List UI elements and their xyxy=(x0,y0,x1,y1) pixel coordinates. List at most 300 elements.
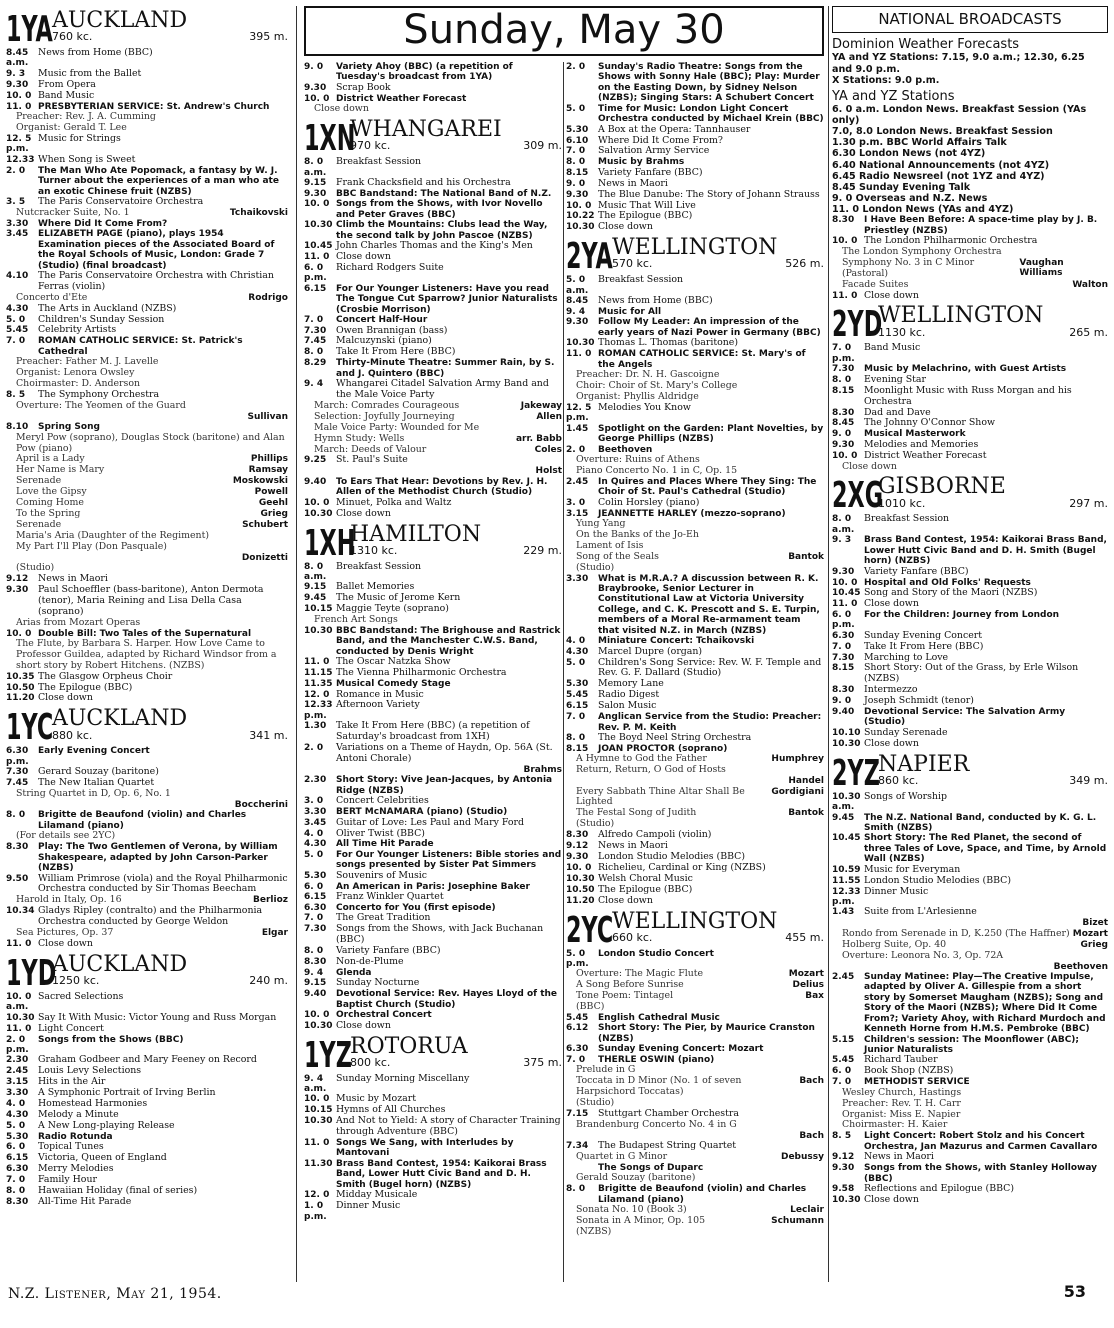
programme-time: 10. 0 xyxy=(6,90,32,101)
programme-title: Brass Band Contest, 1954: Kaikorai Brass Band, Lower Hutt Civic Band and D. H. Smith (Bugel horn) (NZBS) xyxy=(336,1158,547,1190)
work-composer: Humphrey xyxy=(771,754,824,765)
work-composer: Mozart xyxy=(788,969,824,980)
station-info xyxy=(878,751,1108,790)
programme-time: 2. 0 xyxy=(6,165,26,176)
programme-entry xyxy=(832,1035,1108,1056)
programme-entry xyxy=(832,663,1108,685)
programme-title: Short Story: Out of the Grass, by Erle Wilson (NZBS) xyxy=(864,662,1079,685)
programme-title: Alfredo Campoli (violin) xyxy=(598,829,712,841)
programme-detail: Arias from Mozart Operas xyxy=(16,616,141,628)
work-composer: arr. Babb xyxy=(515,433,562,444)
programme-title: Book Shop (NZBS) xyxy=(864,1065,954,1077)
programme-entry xyxy=(832,386,1108,408)
programme-work xyxy=(566,776,824,786)
programme-time: 10. 0 xyxy=(832,450,858,461)
programme-title: Beethoven xyxy=(598,444,653,455)
programme-time: 6. 0 p.m. xyxy=(832,609,855,631)
work-composer: Schubert xyxy=(242,519,288,530)
programme-entry xyxy=(6,271,288,293)
programme-time: 10.45 xyxy=(832,588,861,599)
programme-time: 6.30 xyxy=(6,1164,29,1174)
programme-time: 11. 0 xyxy=(832,598,858,609)
station-info xyxy=(612,908,824,947)
programme-work xyxy=(6,412,288,422)
programme-work xyxy=(566,1120,824,1131)
programme-time: 1.45 xyxy=(566,423,589,434)
programme-detail: Meryl Pow (soprano), Douglas Stock (baritone) and Alan Pow (piano) xyxy=(16,431,285,454)
programme-title: Sunday Serenade xyxy=(864,726,948,738)
programme-work xyxy=(566,787,824,809)
programme-work xyxy=(566,563,824,574)
programme-time: 8.30 xyxy=(304,957,327,968)
programme-entry xyxy=(304,347,562,358)
programme-work xyxy=(832,962,1108,972)
programme-time: 10.30 xyxy=(304,626,333,636)
programme-time: 4.30 xyxy=(6,1109,29,1120)
programme-work xyxy=(6,789,288,800)
programme-title: When Song is Sweet xyxy=(38,153,136,165)
programme-detail: Piano Concerto No. 1 in C, Op. 15 xyxy=(576,464,738,476)
programme-work xyxy=(832,951,1108,962)
programme-entry xyxy=(304,1116,562,1138)
work-title: Yung Yang xyxy=(576,518,626,530)
programme-time: 9. 0 xyxy=(832,696,852,707)
programme-time: 6.30 xyxy=(566,1044,589,1055)
programme-entry xyxy=(304,892,562,903)
work-title: Coming Home xyxy=(16,497,84,509)
programme-entry xyxy=(566,574,824,637)
programme-title: Take It From Here (BBC) xyxy=(864,640,984,652)
programme-title: Melodies You Know xyxy=(598,401,691,413)
programme-title: The Blue Danube: The Story of Johann Strauss xyxy=(598,188,820,200)
publication-footer: N.Z. Listener, May 21, 1954. xyxy=(8,1286,222,1302)
programme-title: Take It From Here (BBC) xyxy=(336,346,456,358)
station-frequency: 1130 kc. xyxy=(878,325,926,339)
station-wavelength: 526 m. xyxy=(785,257,824,271)
programme-entry xyxy=(832,739,1108,750)
programme-time: 8. 0 xyxy=(304,347,324,358)
station-wavelength: 375 m. xyxy=(523,1055,562,1069)
programme-entry xyxy=(304,957,562,968)
work-title: Maria's Aria (Daughter of the Regiment) xyxy=(16,529,209,541)
programme-time: 8. 0 xyxy=(6,810,26,821)
programme-time: 6. 0 xyxy=(304,881,324,892)
station-wavelength: 341 m. xyxy=(249,728,288,742)
work-composer: Bach xyxy=(799,1076,824,1087)
programme-title: A Symphonic Portrait of Irving Berlin xyxy=(38,1087,216,1099)
work-title: Symphony No. 3 in C Minor (Pastoral) xyxy=(842,256,975,279)
programme-time: 8. 0 xyxy=(832,374,852,385)
programme-time: 7. 0 xyxy=(832,1077,852,1088)
programme-title: London Studio Melodies (BBC) xyxy=(598,850,745,862)
programme-title: Songs from the Shows, with Jack Buchanan (BBC) xyxy=(336,923,544,946)
programme-time: 5.30 xyxy=(566,124,589,135)
programme-title: Franz Winkler Quartet xyxy=(336,891,444,903)
programme-time: 7. 0 xyxy=(304,913,324,924)
programme-title: The Paris Conservatoire Orchestra with Christian Ferras (violin) xyxy=(38,269,274,292)
station-frequency: 760 kc. xyxy=(52,30,93,44)
programme-title: An American in Paris: Josephine Baker xyxy=(336,881,530,892)
work-composer: Geehl xyxy=(258,498,288,509)
programme-time: 12. 5 p.m. xyxy=(6,133,32,155)
programme-entry xyxy=(566,403,824,424)
programme-title: Breakfast Session xyxy=(598,274,684,286)
programme-time: 8.30 xyxy=(832,685,855,696)
programme-entry xyxy=(566,125,824,136)
programme-entry xyxy=(832,535,1108,566)
station-header xyxy=(832,751,1108,794)
programme-title: The Vienna Philharmonic Orchestra xyxy=(336,667,507,679)
programme-time: 3. 0 xyxy=(304,796,324,807)
programme-entry xyxy=(566,498,824,509)
programme-entry xyxy=(304,157,562,178)
programme-time: 7.30 xyxy=(6,767,29,778)
programme-time: 3. 5 xyxy=(6,196,26,207)
programme-entry xyxy=(566,1044,824,1054)
programme-time: 2. 0 xyxy=(566,444,586,455)
station-header xyxy=(832,474,1108,517)
programme-title: JEANNETTE HARLEY (mezzo-soprano) xyxy=(598,508,786,519)
programme-time: 6. 0 xyxy=(832,1066,852,1077)
work-title: Sea Pictures, Op. 37 xyxy=(16,927,114,939)
work-composer: Allen xyxy=(536,411,562,422)
work-title: Nutcracker Suite, No. 1 xyxy=(16,206,130,218)
programme-time: 9. 3 xyxy=(832,535,852,546)
programme-title: Suite from L'Arlesienne xyxy=(864,906,977,918)
programme-time: 11. 0 xyxy=(304,252,330,262)
station-frequency: 880 kc. xyxy=(52,728,93,742)
programme-title: Richard Rodgers Suite xyxy=(336,261,444,273)
programme-time: 9.12 xyxy=(6,573,29,584)
programme-time: 10.30 xyxy=(832,1194,861,1205)
programme-title: Close down xyxy=(598,221,653,233)
programme-title: Whangarei Citadel Salvation Army Band and the Male Voice Party xyxy=(336,378,549,401)
programme-title: Songs from the Shows, with Ivor Novello and Peter Graves (BBC) xyxy=(336,199,543,220)
programme-entry xyxy=(832,887,1108,908)
programme-title: Spotlight on the Garden: Plant Novelties, by George Phillips (NZBS) xyxy=(598,423,824,445)
programme-title: PRESBYTERIAN SERVICE: St. Andrew's Church xyxy=(38,101,270,112)
programme-entry xyxy=(566,1023,824,1044)
programme-work xyxy=(304,434,562,445)
programme-time: 10. 0 xyxy=(304,199,330,210)
programme-time: 10.59 xyxy=(832,864,861,875)
programme-title: Breakfast Session xyxy=(864,513,950,525)
national-broadcasts-title: NATIONAL BROADCASTS xyxy=(832,6,1108,33)
programme-title: Children's Song Service: Rev. W. F. Temple and Rev. G. F. Dallard (Studio) xyxy=(598,656,822,679)
work-composer: Grieg xyxy=(1080,939,1108,950)
programme-title: Concerto for You (first episode) xyxy=(336,903,496,913)
column-divider xyxy=(563,62,564,1282)
national-section-heading: YA and YZ Stations xyxy=(832,88,955,104)
programme-time: 9.30 xyxy=(6,584,29,595)
programme-title: Malcuzynski (piano) xyxy=(336,335,432,347)
programme-title: All-Time Hit Parade xyxy=(38,1195,132,1207)
station-wavelength: 265 m. xyxy=(1069,325,1108,339)
programme-title: St. Paul's Suite xyxy=(336,454,408,466)
programme-work xyxy=(832,258,1108,280)
work-composer: Mozart xyxy=(1072,928,1108,939)
programme-time: 8.15 xyxy=(832,663,855,674)
work-composer: Sullivan xyxy=(247,411,288,422)
programme-detail: Close down xyxy=(842,460,897,472)
programme-title: Early Evening Concert xyxy=(38,746,150,757)
programme-entry xyxy=(832,451,1108,462)
programme-time: 5. 0 p.m. xyxy=(566,948,589,969)
programme-time: 3.30 xyxy=(6,1088,29,1099)
programme-entry xyxy=(832,1131,1108,1152)
work-composer: Jakeway xyxy=(520,400,562,411)
station-frequency: 800 kc. xyxy=(350,1055,391,1069)
work-title: Serenade xyxy=(16,518,62,530)
work-title: Serenade xyxy=(16,475,62,487)
station-city: AUCKLAND xyxy=(52,8,188,33)
programme-time: 8. 0 xyxy=(566,732,586,743)
programme-time: 9.30 xyxy=(304,82,327,93)
station-frequency: 970 kc. xyxy=(350,139,391,153)
programme-time: 10.30 xyxy=(566,338,595,349)
programme-entry xyxy=(304,315,562,325)
programme-title: Music by Brahms xyxy=(598,157,685,168)
programme-title: Midday Musicale xyxy=(336,1189,418,1201)
programme-title: Merry Melodies xyxy=(38,1163,114,1174)
programme-time: 7. 0 xyxy=(304,315,324,326)
programme-title: Gladys Ripley (contralto) and the Philharmonia Orchestra conducted by George Weldon xyxy=(38,905,263,928)
programme-title: A New Long-playing Release xyxy=(38,1119,175,1131)
programme-title: The Arts in Auckland (NZBS) xyxy=(38,302,177,314)
programme-time: 10. 0 xyxy=(566,200,592,211)
work-title: Lament of Isis xyxy=(576,539,644,551)
programme-title: And Not to Yield: A story of Character Training through Adventure (BBC) xyxy=(336,1115,561,1138)
station-city: AUCKLAND xyxy=(52,951,188,977)
programme-title: Hits in the Air xyxy=(38,1076,106,1088)
programme-time: 7.30 xyxy=(304,924,327,935)
programme-time: 6.10 xyxy=(566,135,589,146)
work-title: Selection: Joyfully Journeying xyxy=(314,410,455,422)
national-schedule-line: YA and YZ Stations: 7.15, 9.0 a.m.; 12.30, 6.25 and 9.0 p.m. xyxy=(832,52,1085,75)
programme-title: Stuttgart Chamber Orchestra xyxy=(598,1107,739,1119)
programme-time: 2. 0 xyxy=(304,743,324,754)
station-info xyxy=(52,951,288,990)
programme-entry xyxy=(566,104,824,125)
station-frequency: 860 kc. xyxy=(878,773,919,787)
programme-time: 8.45 xyxy=(566,296,589,307)
programme-entry xyxy=(832,610,1108,631)
programme-title: Sunday Morning Miscellany xyxy=(336,1072,470,1084)
programme-title: Guitar of Love: Les Paul and Mary Ford xyxy=(336,816,525,828)
column-divider xyxy=(296,6,297,1282)
work-title: Sonata No. 10 (Book 3) xyxy=(576,1204,687,1216)
work-title: String Quartet in D, Op. 6, No. 1 xyxy=(16,788,171,800)
national-schedule-line: X Stations: 9.0 p.m. xyxy=(832,74,940,86)
national-schedule-line: 6.45 Radio Newsreel (not 1YZ and 4YZ) xyxy=(832,170,1045,182)
programme-time: 9.30 xyxy=(832,566,855,577)
programme-title: Salon Music xyxy=(598,700,657,712)
programme-detail: Organist: Gerald T. Lee xyxy=(16,121,127,133)
programme-time: 6.15 xyxy=(304,283,327,294)
programme-title: Homestead Harmonies xyxy=(38,1098,148,1110)
programme-title: Evening Star xyxy=(864,373,927,385)
programme-time: 9.12 xyxy=(566,841,589,852)
programme-title: Musical Comedy Stage xyxy=(336,679,451,690)
programme-title: ROMAN CATHOLIC SERVICE: St. Patrick's Cathedral xyxy=(38,336,243,357)
programme-time: 9. 0 xyxy=(832,429,852,440)
programme-title: Marching to Love xyxy=(864,651,949,663)
work-composer: Bantok xyxy=(788,808,824,819)
programme-time: 8. 0 a.m. xyxy=(304,157,327,178)
work-composer: Beethoven xyxy=(1053,961,1108,972)
work-title: Facade Suites xyxy=(842,278,909,290)
station-header xyxy=(6,706,288,749)
programme-time: 11.30 xyxy=(304,1158,333,1169)
programme-time: 12. 5 p.m. xyxy=(566,402,592,424)
station-info xyxy=(878,303,1108,341)
programme-time: 8.30 xyxy=(832,407,855,418)
programme-time: 9. 4 xyxy=(566,307,586,317)
programme-time: 5. 0 xyxy=(6,1120,26,1131)
programme-title: The Symphony Orchestra xyxy=(38,388,160,400)
programme-title: Minuet, Polka and Waltz xyxy=(336,496,452,508)
programme-time: 8. 5 xyxy=(832,1131,852,1142)
programme-time: 10. 0 xyxy=(832,577,858,588)
programme-time: 6.15 xyxy=(304,892,327,903)
programme-time: 5.30 xyxy=(6,1131,29,1142)
programme-detail: Organist: Lenora Owsley xyxy=(16,367,135,379)
programme-time: 5.45 xyxy=(832,1055,855,1066)
national-schedule-line: 9. 0 Overseas and N.Z. News xyxy=(832,192,988,204)
programme-title: Variety Fanfare (BBC) xyxy=(864,565,969,577)
programme-work xyxy=(566,1002,824,1013)
programme-title: Brass Band Contest, 1954: Kaikorai Brass Band, Lower Hutt Civic Band and D. H. Smith (Bugel horn) (NZBS) xyxy=(864,535,1107,567)
programme-time: 9. 4 a.m. xyxy=(304,1073,327,1094)
work-composer: Holst xyxy=(535,466,562,477)
programme-time: 9.40 xyxy=(304,476,327,487)
programme-title: From Opera xyxy=(38,78,96,90)
programme-work xyxy=(6,401,288,412)
programme-time: 7.34 xyxy=(566,1141,589,1152)
column-divider xyxy=(828,6,829,1282)
programme-title: Louis Levy Selections xyxy=(38,1065,142,1077)
programme-time: 6.15 xyxy=(6,1153,29,1164)
work-composer: Ramsay xyxy=(248,465,288,476)
station-info xyxy=(878,474,1108,512)
programme-entry xyxy=(6,810,288,831)
programme-entry xyxy=(832,1195,1108,1206)
station-info xyxy=(350,1033,562,1072)
programme-detail: Wesley Church, Hastings xyxy=(842,1086,962,1098)
work-composer: Rodrigo xyxy=(248,292,288,303)
programme-entry xyxy=(566,424,824,445)
programme-title: London Studio Concert xyxy=(598,948,714,959)
station-header xyxy=(304,521,562,564)
programme-title: Close down xyxy=(598,894,653,906)
programme-entry xyxy=(6,134,288,155)
programme-title: Dinner Music xyxy=(336,1200,401,1212)
programme-detail: Choirmaster: D. Anderson xyxy=(16,378,141,390)
programme-title: Colin Horsley (piano) xyxy=(598,496,700,508)
programme-time: 8.15 xyxy=(566,743,589,754)
national-section-heading: Dominion Weather Forecasts xyxy=(832,37,1020,53)
programme-entry xyxy=(566,658,824,680)
programme-title: Hospital and Old Folks' Requests xyxy=(864,577,1031,588)
programme-time: 9.15 xyxy=(304,978,327,989)
programme-entry xyxy=(566,62,824,104)
work-composer: Powell xyxy=(254,487,288,498)
programme-title: Where Did It Come From? xyxy=(38,218,168,229)
station-header xyxy=(304,1033,562,1076)
station-callsign: 1YD xyxy=(6,952,57,994)
programme-time: 10. 0 xyxy=(304,93,330,104)
programme-title: London Studio Melodies (BBC) xyxy=(864,874,1011,886)
programme-time: 9.30 xyxy=(832,1163,855,1174)
programme-time: 7. 0 xyxy=(832,641,852,652)
programme-entry xyxy=(832,1163,1108,1184)
programme-title: The Oscar Natzka Show xyxy=(336,656,451,668)
programme-title: News from Home (BBC) xyxy=(38,47,153,58)
programme-time: 9.45 xyxy=(832,812,855,823)
programme-detail: Preacher: Rev. T. H. Carr xyxy=(842,1097,961,1109)
programme-time: 8. 0 a.m. xyxy=(304,561,327,582)
programme-time: 9. 3 xyxy=(6,68,26,79)
work-title: A Song Before Sunrise xyxy=(576,979,684,991)
programme-time: 5.45 xyxy=(566,690,589,701)
programme-entry xyxy=(566,701,824,712)
programme-title: Spring Song xyxy=(38,422,100,433)
programme-entry xyxy=(566,1184,824,1205)
programme-title: Concert Celebrities xyxy=(336,795,429,807)
programme-title: Celebrity Artists xyxy=(38,324,117,336)
programme-title: Frank Chacksfield and his Orchestra xyxy=(336,177,511,188)
work-composer: Delius xyxy=(792,980,824,991)
programme-time: 3.15 xyxy=(566,508,589,519)
programme-title: Music for All xyxy=(598,307,662,317)
work-title: (NZBS) xyxy=(576,1225,612,1237)
programme-title: The Paris Conservatoire Orchestra xyxy=(38,195,204,207)
programme-time: 10.30 xyxy=(304,1020,333,1031)
programme-entry xyxy=(832,972,1108,1035)
work-title: A Hymne to God the Father xyxy=(576,753,707,765)
programme-time: 10.50 xyxy=(6,682,35,693)
work-composer: Elgar xyxy=(261,928,288,939)
programme-time: 8. 0 xyxy=(6,1185,26,1196)
programme-entry xyxy=(304,871,562,882)
programme-title: Brigitte de Beaufond (violin) and Charles Lilamand (piano) xyxy=(38,810,247,831)
station-frequency: 1250 kc. xyxy=(52,974,100,988)
programme-time: 11. 0 xyxy=(304,1138,330,1149)
programme-time: 4.10 xyxy=(6,270,29,281)
programme-entry xyxy=(6,91,288,102)
programme-title: Welsh Choral Music xyxy=(598,872,693,884)
programme-title: I Have Been Before: A space-time play by J. B. Priestley (NZBS) xyxy=(864,215,1098,236)
station-header xyxy=(304,117,562,160)
station-city: HAMILTON xyxy=(350,521,482,547)
work-title: Every Sabbath Thine Altar Shall Be Lighted xyxy=(576,785,745,808)
programme-entry xyxy=(566,222,824,233)
station-city: NAPIER xyxy=(878,751,970,777)
programme-title: Songs from the Shows (BBC) xyxy=(38,1034,184,1045)
programme-detail: The London Symphony Orchestra xyxy=(842,245,1002,257)
work-composer: Vaughan Williams xyxy=(1019,257,1064,279)
programme-title: Variety Fanfare (BBC) xyxy=(336,945,441,957)
programme-entry xyxy=(6,336,288,357)
programme-time: 8.45 a.m. xyxy=(6,48,29,69)
programme-title: Short Story: The Red Planet, the second of three Tales of Love, Space, and Time, by Arnold Wall (NZBS) xyxy=(864,833,1107,865)
work-title: Love the Gipsy xyxy=(16,486,87,498)
programme-time: 4. 0 xyxy=(304,828,324,839)
programme-time: 1.30 xyxy=(304,721,327,732)
programme-title: Salvation Army Service xyxy=(598,145,710,157)
programme-time: 11. 0 xyxy=(566,349,592,360)
work-title: My Part I'll Play (Don Pasquale) xyxy=(16,540,167,552)
